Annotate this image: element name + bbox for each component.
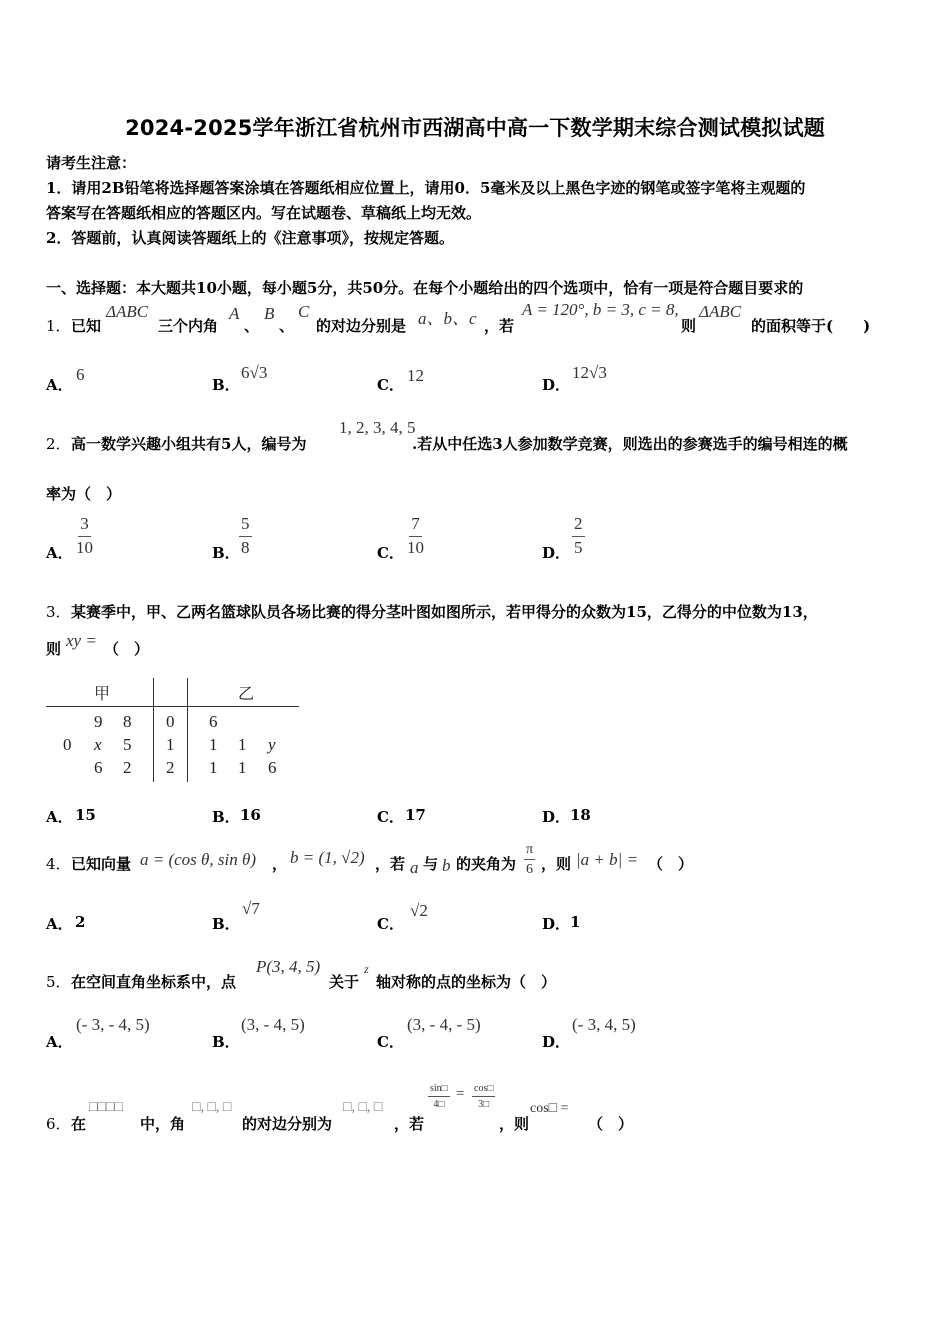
q4-option-a-value: 2 [75,913,86,931]
q4-option-c-label: C． [377,915,404,933]
q5-option-d-label: D． [542,1033,571,1051]
leaf-right-r2-2: 1 [238,735,247,754]
q4-option-c-value: √2 [410,901,428,920]
q3-option-d-label: D． [542,808,571,826]
q1-text-5: 则 [681,317,697,335]
q4-option-b-value: √7 [242,899,260,918]
q2-option-c-fraction [407,515,424,557]
stem-r2: 1 [166,735,175,754]
q3-option-c-value: 17 [405,806,426,824]
notice-line-1b: 答案写在答题纸相应的答题区内。写在试题卷、草稿纸上均无效。 [46,204,482,222]
q5-text-1: 在空间直角坐标系中，点 [71,973,237,991]
leaf-right-r3-3: 6 [268,758,277,777]
q2-option-d-fraction [572,515,585,557]
stem-r3: 2 [166,758,175,777]
q2-option-d-den: 5 [574,537,583,557]
q2-option-a-label: A． [46,544,73,562]
q6-text-5: ，则 [499,1115,530,1133]
q1-sep-2: 、 [279,317,295,335]
q3-text-3: （ ） [104,640,150,658]
page-title: 2024-2025学年浙江省杭州市西湖高中高一下数学期末综合测试模拟试题 [125,116,825,140]
q2-text-1: 高一数学兴趣小组共有5人，编号为 [71,435,307,453]
stem-plot-left-rule [153,678,154,782]
q5-text-3: 轴对称的点的坐标为（ ） [376,973,557,991]
q4-text-3: ，若 [375,855,406,873]
notice-line-1a: 1．请用2B铅笔将选择题答案涂填在答题纸相应位置上，请用0．5毫米及以上黑色字迹的钢笔或签字笔将主观题的 [46,179,806,197]
q5-option-a-value: (- 3, - 4, 5) [76,1015,150,1034]
q5-option-a-label: A． [46,1033,73,1051]
q6-fraction-2-num: cos□ [472,1083,495,1097]
q3-expression: xy = [66,631,97,650]
q2-text-3: 率为（ ） [46,485,122,503]
q4-option-a-label: A． [46,915,73,933]
leaf-left-r2-3: 5 [123,735,132,754]
q1-angle-a: A [229,304,240,323]
q6-triangle: □□□□ [89,1100,123,1115]
q2-text-2: .若从中任选3人参加数学竞赛，则选出的参赛选手的编号相连的概 [412,435,848,453]
q5-option-d-value: (- 3, 4, 5) [572,1015,636,1034]
q2-option-c-label: C． [377,544,404,562]
q3-option-a-value: 15 [75,806,96,824]
leaf-left-r1-1: 9 [94,712,103,731]
q4-angle-num: π [524,842,535,860]
q2-option-c-den: 10 [407,537,424,557]
q1-text-2: 三个内角 [158,317,219,335]
q1-angle-b: B [264,304,275,323]
q6-text-6: （ ） [588,1115,634,1133]
q1-option-d-label: D． [542,376,571,394]
q1-triangle-2: ΔABC [699,302,742,321]
q2-option-b-fraction [239,515,252,557]
q4-a: a [410,858,419,877]
q2-option-d-num: 2 [572,515,585,537]
q5-option-c-value: (3, - 4, - 5) [407,1015,481,1034]
q6-fraction-2 [472,1083,495,1110]
q5-number: 5． [46,973,71,991]
leaf-left-r2-1: 0 [63,735,72,754]
q3-text-1: 某赛季中，甲、乙两名篮球队员各场比赛的得分茎叶图如图所示，若甲得分的众数为15，乙得分的中位数为13， [71,603,818,621]
q3-option-b-label: B． [212,808,240,826]
q1-text-1: 已知 [71,317,102,335]
q3-number: 3． [46,603,71,621]
leaf-right-r2-1: 1 [209,735,218,754]
q6-fraction-2-den: 3□ [478,1099,490,1110]
q4-text-5: 的夹角为 [456,855,517,873]
q4-number: 4． [46,855,71,873]
q6-text-2: 中，角 [140,1115,186,1133]
q6-fraction-1-num: sin□ [428,1083,450,1097]
leaf-right-r1-1: 6 [209,712,218,731]
q5-option-c-label: C． [377,1033,404,1051]
q4-vector-a: a = (cos θ, sin θ) [140,850,256,869]
q6-text-1: 在 [71,1115,87,1133]
stem-r1: 0 [166,712,175,731]
leaf-left-r3-2: 2 [123,758,132,777]
leaf-right-r2-3: y [268,735,276,754]
q4-option-d-label: D． [542,915,571,933]
q1-angle-c: C [298,302,310,321]
q1-text-3: 的对边分别是 [316,317,407,335]
q3-option-c-label: C． [377,808,404,826]
q6-fraction-1-den: 4□ [433,1099,445,1110]
q5-text-2: 关于 [329,973,360,991]
q4-vector-b: b = (1, √2) [290,848,365,867]
q1-option-d-value: 12√3 [572,363,607,382]
stem-plot-header-jia: 甲 [94,684,111,703]
q1-text-6: 的面积等于( ) [751,317,871,335]
q5-option-b-label: B． [212,1033,240,1051]
q4-text-7: （ ） [648,855,694,873]
q1-condition: A = 120°, b = 3, c = 8, [522,300,679,319]
q2-option-b-num: 5 [239,515,252,537]
q2-option-d-label: D． [542,544,571,562]
q4-text-6: ，则 [541,855,572,873]
q5-z: z [364,962,369,976]
q6-sides: □, □, □ [343,1100,383,1115]
q4-b: b [442,856,451,875]
q2-option-a-den: 10 [76,537,93,557]
section-heading: 一、选择题：本大题共10小题，每小题5分，共50分。在每个小题给出的四个选项中，恰有一项是符合题目要求的 [46,279,804,297]
q6-text-4: ，若 [394,1115,425,1133]
leaf-left-r1-2: 8 [123,712,132,731]
q3-option-b-value: 16 [240,806,261,824]
q4-angle-fraction [524,842,535,878]
q2-number: 2． [46,435,71,453]
q1-text-4: ，若 [484,317,515,335]
leaf-left-r3-1: 6 [94,758,103,777]
stem-plot-header-yi: 乙 [238,684,255,703]
q3-option-d-value: 18 [570,806,591,824]
q4-text-2: ， [272,855,288,873]
q2-option-a-num: 3 [78,515,91,537]
q2-option-c-num: 7 [409,515,422,537]
q5-option-b-value: (3, - 4, 5) [241,1015,305,1034]
q6-fraction-1 [428,1083,450,1110]
q6-cos: cos□ = [530,1101,569,1116]
q1-option-c-value: 12 [407,366,424,385]
q1-option-a-value: 6 [76,365,85,384]
q1-triangle: ΔABC [106,302,149,321]
q4-norm: |a + b| = [576,850,639,869]
q5-point: P(3, 4, 5) [256,957,321,976]
q1-option-a-label: A． [46,376,73,394]
q4-angle-den: 6 [526,862,534,878]
q6-number: 6． [46,1115,71,1133]
q6-text-3: 的对边分别为 [242,1115,333,1133]
leaf-right-r3-2: 1 [238,758,247,777]
stem-leaf-plot [46,678,301,782]
q2-option-b-label: B． [212,544,240,562]
q1-sides: a、b、c [418,309,477,328]
q2-option-a-fraction [76,515,93,557]
q4-text-1: 已知向量 [71,855,132,873]
leaf-left-r2-2: x [94,735,102,754]
q4-option-b-label: B． [212,915,240,933]
q6-angles: □, □, □ [192,1100,232,1115]
stem-plot-header-rule [46,706,299,707]
q1-option-b-label: B． [212,376,240,394]
stem-plot-right-rule [187,678,188,782]
notice-heading: 请考生注意： [46,154,137,172]
q2-sequence: 1, 2, 3, 4, 5 [339,418,416,437]
q4-option-d-value: 1 [570,913,581,931]
q1-option-c-label: C． [377,376,404,394]
q1-option-b-value: 6√3 [241,363,268,382]
q2-option-b-den: 8 [241,537,250,557]
q3-text-2: 则 [46,640,62,658]
q1-number: 1． [46,317,71,335]
notice-line-2: 2．答题前，认真阅读答题纸上的《注意事项》，按规定答题。 [46,229,454,247]
q1-sep-1: 、 [244,317,260,335]
q6-equals: = [456,1086,465,1102]
leaf-right-r3-1: 1 [209,758,218,777]
q4-text-4: 与 [423,855,439,873]
q3-option-a-label: A． [46,808,73,826]
